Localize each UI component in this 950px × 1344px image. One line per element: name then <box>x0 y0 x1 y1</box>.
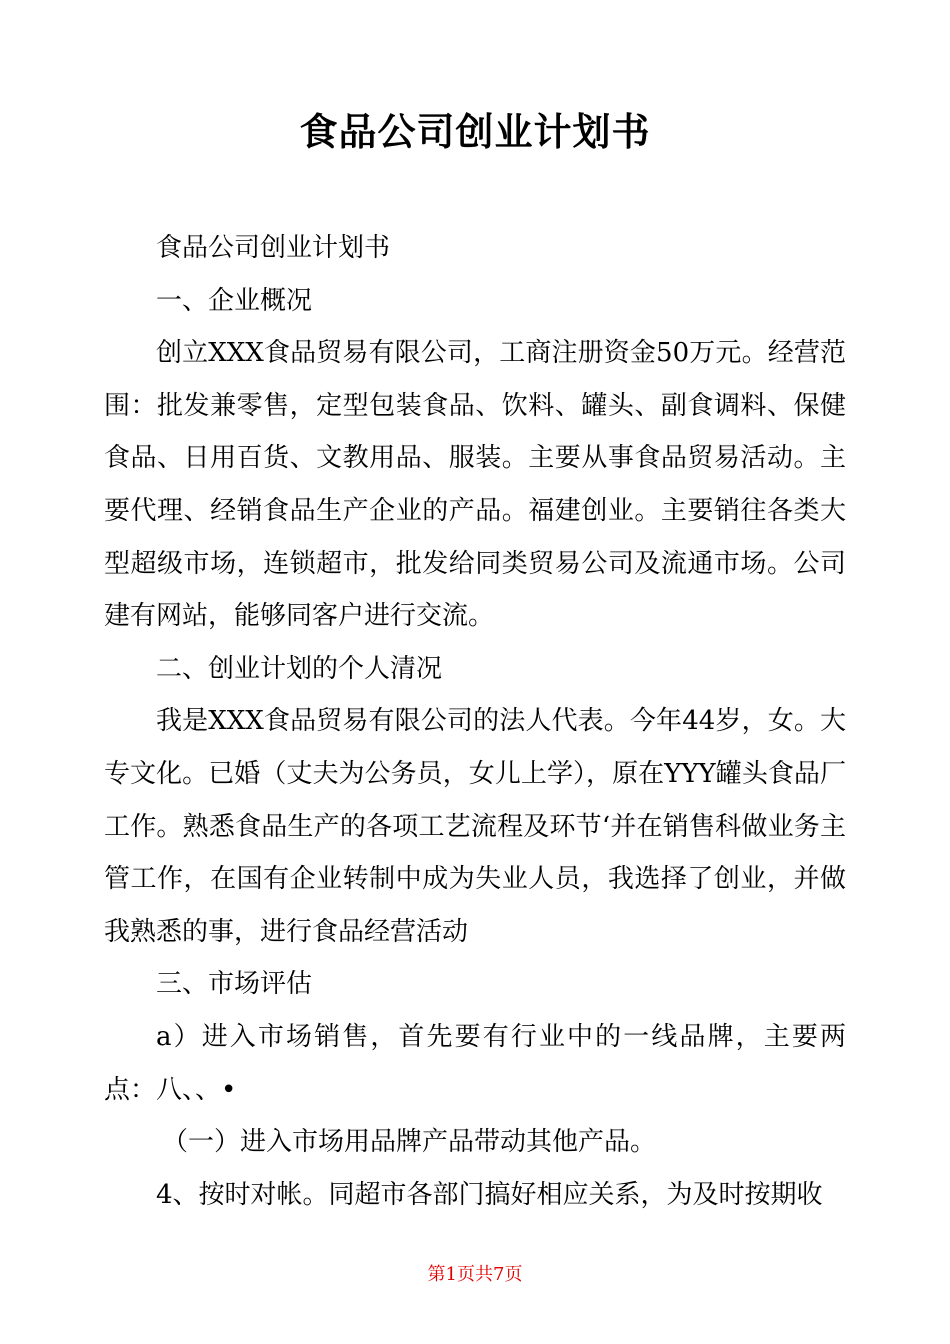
paragraph-reconcile: 4、按时对帐。同超市各部门搞好相应关系，为及时按期收 <box>156 1179 823 1210</box>
body-title-line: 食品公司创业计划书 <box>156 233 391 263</box>
section-heading-market: 三、市场评估 <box>156 969 313 1000</box>
document-title: 食品公司创业计划书 <box>299 110 651 154</box>
paragraph-market-a: a）进入市场销售，首先要有行业中的一线品牌，主要两点：八、、• <box>104 1021 846 1105</box>
paragraph-overview: 创立XXX食品贸易有限公司，工商注册资金50万元。经营范围：批发兼零售，定型包装食品、饮料、罐头、副食调料、保健食品、日用百货、文教用品、服装。主要从事食品贸易活动。主要代理、经销食品生产企业的产品。福建创业。主要销往各类大型超级市场，连锁超市，批发给同类贸易公司及流通市场。公司建有网站，能够同客户进行交流。 <box>104 338 846 632</box>
paragraph-market-brand: （一）进入市场用品牌产品带动其他产品。 <box>162 1127 657 1158</box>
document-body <box>104 222 846 1221</box>
section-heading-personal: 二、创业计划的个人清况 <box>156 653 443 684</box>
paragraph-personal: 我是XXX食品贸易有限公司的法人代表。今年44岁，女。大专文化。已婚（丈夫为公务员，女儿上学），原在YYY罐头食品厂工作。熟悉食品生产的各项工艺流程及环节‘并在销售科做业务主管工作，在国有企业转制中成为失业人员，我选择了创业，并做我熟悉的事，进行食品经营活动 <box>104 706 846 947</box>
page-number-footer: 第1页共7页 <box>427 1264 523 1285</box>
section-heading-overview: 一、企业概况 <box>156 285 313 316</box>
